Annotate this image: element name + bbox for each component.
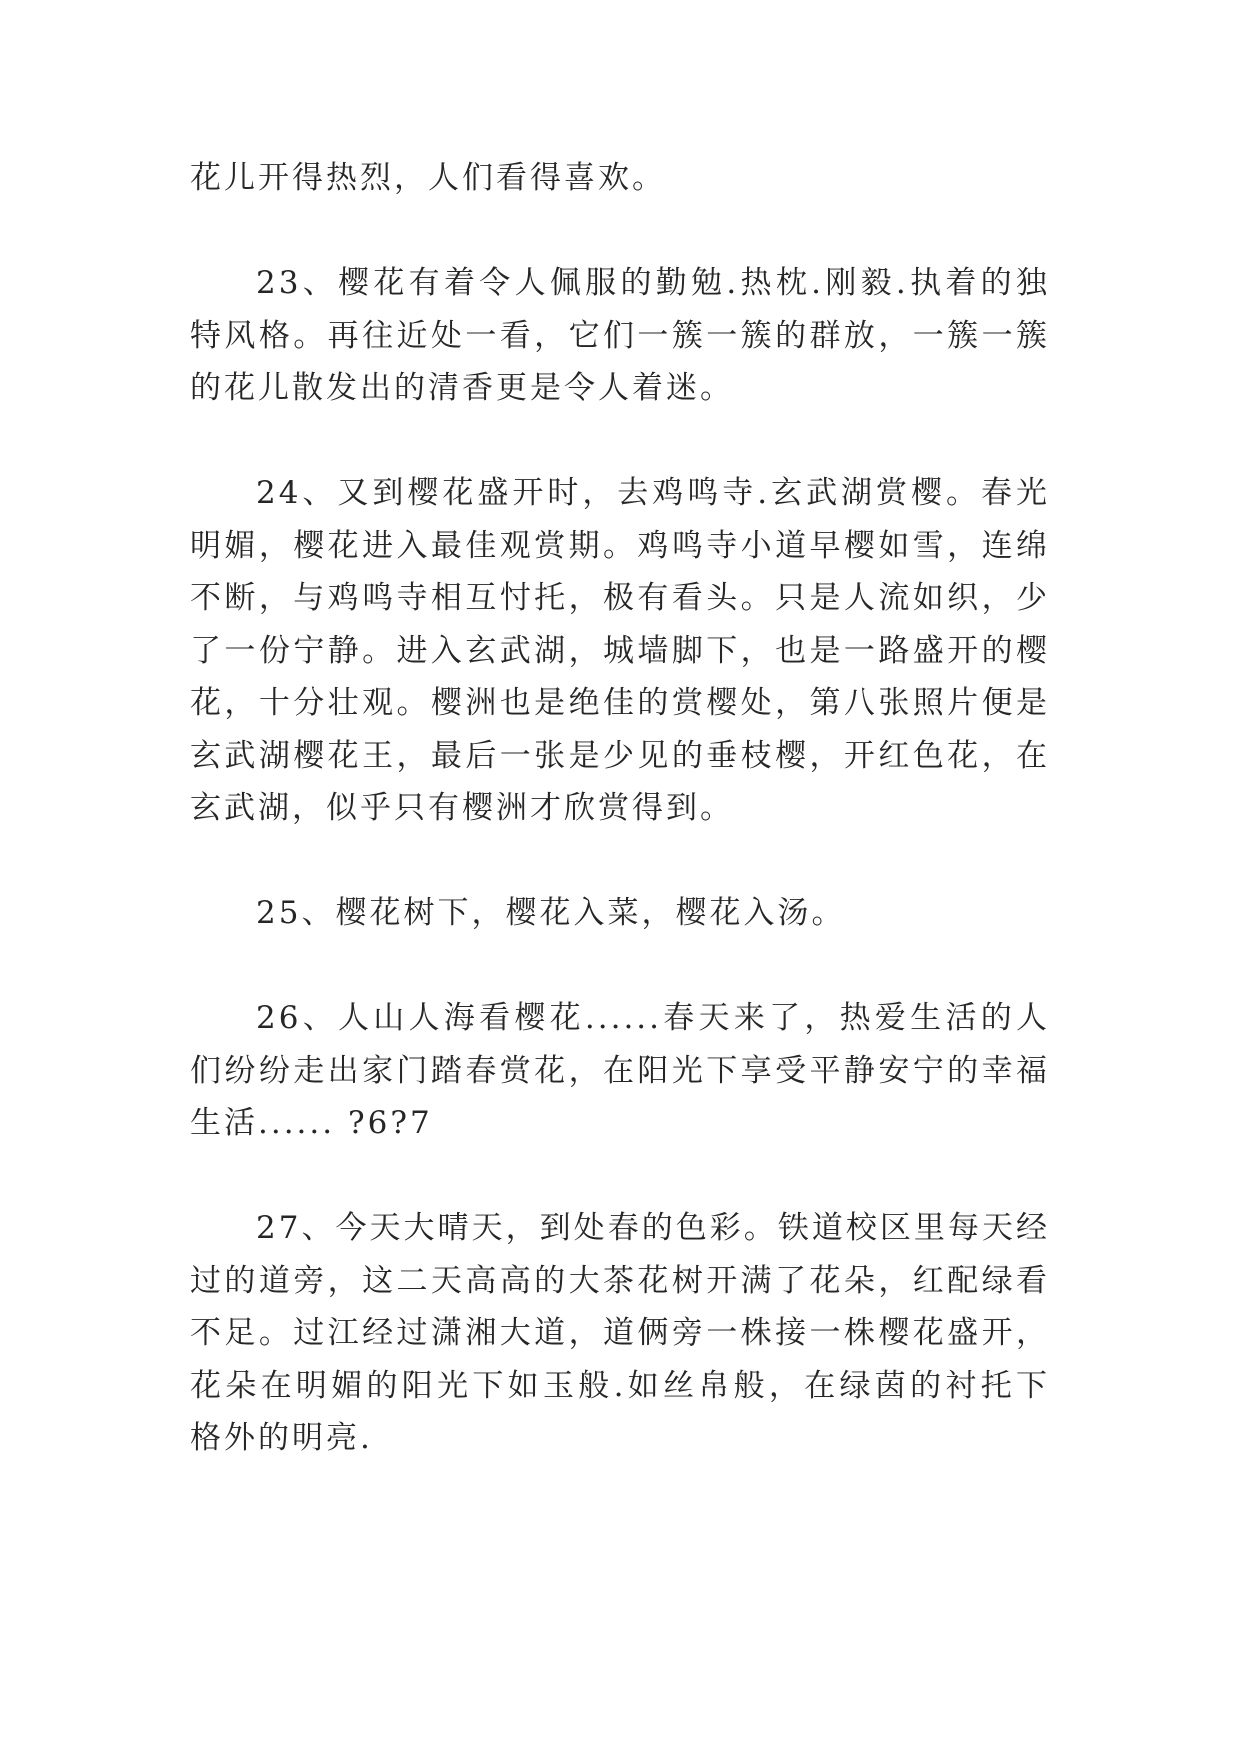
paragraph-26: 26、人山人海看樱花......春天来了，热爱生活的人们纷纷走出家门踏春赏花，在阳光下享受平静安宁的幸福生活...... ?6?7 xyxy=(190,1000,1050,1141)
paragraph-24: 24、又到樱花盛开时，去鸡鸣寺.玄武湖赏樱。春光明媚，樱花进入最佳观赏期。鸡鸣寺小道早樱如雪，连绵不断，与鸡鸣寺相互忖托，极有看头。只是人流如织，少了一份宁静。进入玄武湖，城墙脚下，也是一路盛开的樱花，十分壮观。樱洲也是绝佳的赏樱处，第八张照片便是玄武湖樱花王，最后一张是少见的垂枝樱，开红色花，在玄武湖，似乎只有樱洲才欣赏得到。 xyxy=(190,475,1050,826)
paragraph-25: 25、樱花树下，樱花入菜，樱花入汤。 xyxy=(256,895,846,931)
document-body xyxy=(190,152,1050,1465)
paragraph-27: 27、今天大晴天，到处春的色彩。铁道校区里每天经过的道旁，这二天高高的大茶花树开满了花朵，红配绿看不足。过江经过潇湘大道，道俩旁一株接一株樱花盛开，花朵在明媚的阳光下如玉般.如丝帛般，在绿茵的衬托下格外的明亮. xyxy=(190,1210,1050,1456)
paragraph-23: 23、樱花有着令人佩服的勤勉.热枕.刚毅.执着的独特风格。再往近处一看，它们一簇一簇的群放，一簇一簇的花儿散发出的清香更是令人着迷。 xyxy=(190,265,1050,406)
paragraph-continuation: 花儿开得热烈，人们看得喜欢。 xyxy=(190,160,666,196)
